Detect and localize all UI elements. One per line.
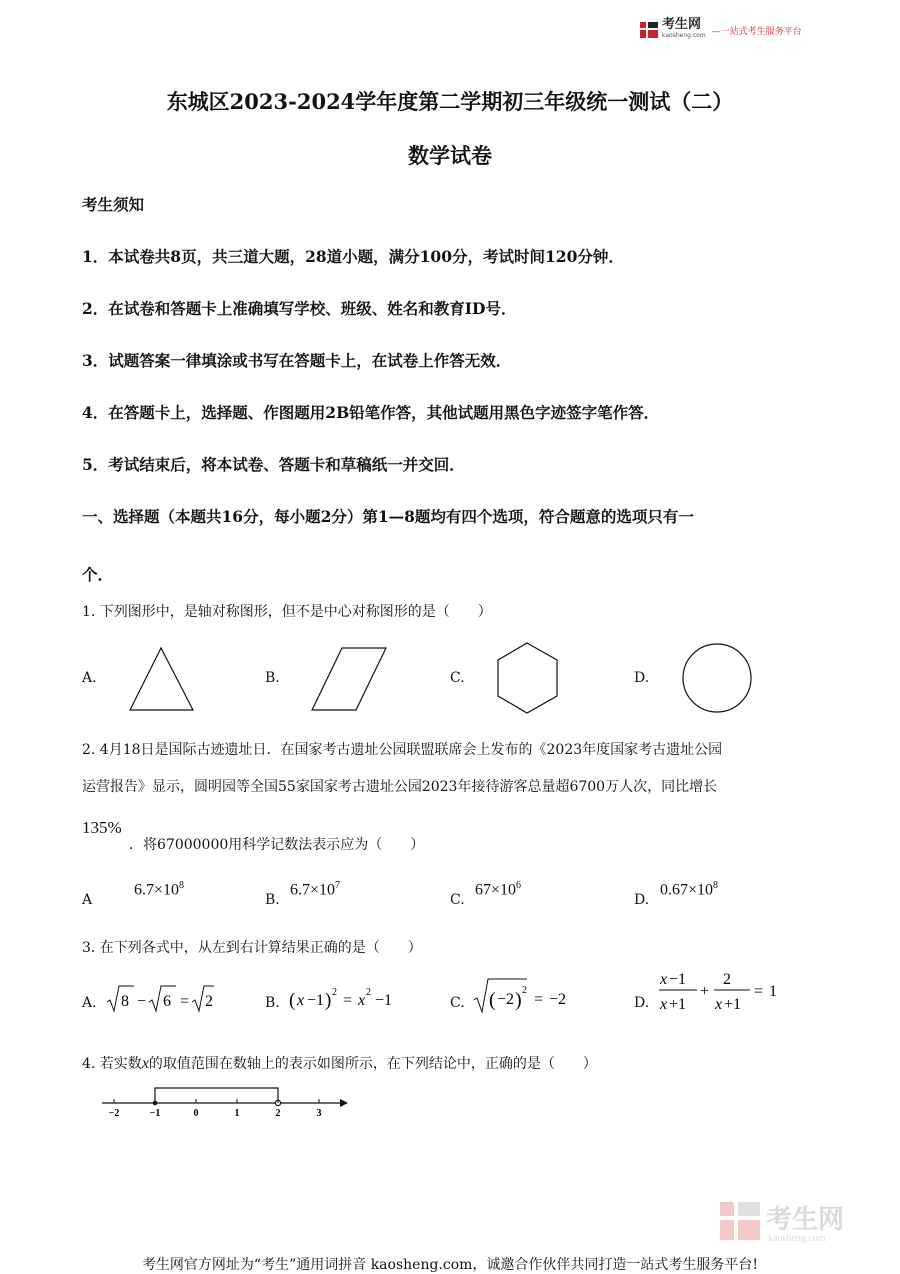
range-bracket	[155, 1088, 278, 1103]
svg-text:6: 6	[163, 993, 171, 1010]
svg-text:=: =	[180, 993, 190, 1010]
logo-domain: kaosheng.com	[662, 32, 706, 39]
q2-option-b-label: B.	[265, 892, 280, 908]
svg-text:(: (	[289, 990, 296, 1011]
q1-option-a-label: A.	[82, 670, 97, 686]
q2-option-c-label: C.	[450, 892, 465, 908]
header-logo	[639, 18, 809, 42]
number-line-tick-label: 2	[275, 1108, 281, 1119]
q3-option-a-expr	[104, 982, 214, 1016]
svg-text:2: 2	[205, 993, 213, 1010]
question-4-stem: 4. 若实数x的取值范围在数轴上的表示如图所示，在下列结论中，正确的是（ ）	[82, 1055, 597, 1072]
notice-item: 5．考试结束后，将本试卷、答题卡和草稿纸一并交回．	[82, 455, 465, 474]
svg-text:−1: −1	[375, 992, 393, 1009]
q2-option-b-value: $6.7\times 10^7$	[290, 880, 341, 899]
hexagon-figure	[495, 641, 561, 717]
question-2-line2: 运营报告》显示，圆明园等全国55家国家考古遗址公园2023年接待游客总量超6700万人次，同比增长	[82, 779, 718, 795]
q2-option-d-label: D.	[634, 892, 650, 908]
q3-option-d-expr	[656, 966, 786, 1016]
parallelogram-figure	[310, 646, 390, 714]
svg-text:1: 1	[769, 983, 777, 1000]
q2-option-d-value: $0.67\times 10^8$	[660, 880, 719, 899]
number-line-figure	[98, 1082, 358, 1122]
question-2-line1: 2. 4月18日是国际古迹遗址日．在国家考古遗址公园联盟联席会上发布的《2023年度国家考古遗址公园	[82, 742, 723, 758]
number-line-tick-label: 0	[193, 1108, 199, 1119]
section-heading-cont: 个．	[82, 565, 114, 584]
notice-item: 3．试题答案一律填涂或书写在答题卡上，在试卷上作答无效．	[82, 351, 512, 370]
header-slogan: —一站式考生服务平台	[711, 26, 802, 37]
svg-text:2: 2	[522, 985, 527, 996]
svg-text:=: =	[534, 991, 544, 1008]
question-1-stem: 1. 下列图形中，是轴对称图形，但不是中心对称图形的是（ ）	[82, 604, 492, 620]
svg-text:=: =	[343, 992, 353, 1009]
svg-text:x: x	[358, 992, 366, 1009]
svg-text:−1: −1	[669, 971, 687, 988]
q2-option-a-label: A	[82, 892, 93, 908]
number-line-tick-label: −1	[149, 1108, 161, 1119]
q1-option-c-label: C.	[450, 670, 465, 686]
q3-option-b-expr	[287, 982, 407, 1016]
question-3-stem: 3. 在下列各式中，从左到右计算结果正确的是（ ）	[82, 940, 422, 956]
exam-title: 东城区2023-2024学年度第二学期初三年级统一测试（二）	[166, 89, 734, 114]
svg-text:2: 2	[366, 987, 371, 998]
percent-value: 135%	[82, 818, 122, 837]
q2-option-c-value: $67\times 10^6$	[475, 880, 522, 899]
svg-text:+: +	[700, 983, 710, 1000]
number-line-tick-label: 3	[316, 1108, 322, 1119]
svg-text:2: 2	[332, 987, 337, 998]
q3-option-a-label: A.	[82, 995, 97, 1011]
number-line-tick-label: −2	[108, 1108, 120, 1119]
svg-text:): )	[325, 990, 332, 1011]
number-line-tick-label: 1	[234, 1108, 240, 1119]
q1-option-b-label: B.	[265, 670, 280, 686]
watermark-logo	[718, 1198, 878, 1244]
svg-text:−1: −1	[307, 992, 325, 1009]
notice-item: 4．在答题卡上，选择题、作图题用2B铅笔作答，其他试题用黑色字迹签字笔作答．	[82, 403, 660, 422]
exam-subtitle: 数学试卷	[408, 143, 492, 168]
svg-text:8: 8	[121, 993, 129, 1010]
svg-text:x: x	[297, 992, 305, 1009]
q1-option-d-label: D.	[634, 670, 650, 686]
watermark-domain: kaosheng.com	[768, 1233, 826, 1244]
logo-name: 考生网	[662, 17, 702, 32]
svg-text:x: x	[660, 971, 668, 988]
page-footer: 考生网官方网址为“考生”通用词拼音 kaosheng.com，诚邀合作伙伴共同打造一站式考生服务平台!	[141, 1257, 759, 1273]
notice-item: 1．本试卷共8页，共三道大题，28道小题，满分100分，考试时间120分钟．	[82, 247, 624, 266]
svg-text:−: −	[137, 993, 147, 1010]
svg-text:−2: −2	[497, 991, 515, 1008]
q2-option-a-value: $6.7\times 10^8$	[134, 880, 185, 899]
q3-option-c-expr	[471, 976, 581, 1016]
svg-text:+1: +1	[669, 996, 687, 1013]
q3-option-c-label: C.	[450, 995, 465, 1011]
q3-option-b-label: B.	[265, 995, 280, 1011]
svg-text:2: 2	[723, 971, 731, 988]
svg-text:−2: −2	[549, 991, 567, 1008]
triangle-figure	[128, 646, 196, 714]
svg-text:=: =	[754, 983, 764, 1000]
notice-item: 2．在试卷和答题卡上准确填写学校、班级、姓名和教育ID号．	[82, 299, 517, 318]
watermark-text: 考生网	[766, 1205, 845, 1234]
section-heading: 一、选择题（本题共16分，每小题2分）第1—8题均有四个选项，符合题意的选项只有一	[82, 507, 694, 526]
kaosheng-logo-icon	[639, 20, 659, 40]
svg-text:x: x	[660, 996, 668, 1013]
svg-text:(: (	[489, 989, 496, 1011]
circle-figure	[680, 641, 754, 715]
notice-heading: 考生须知	[82, 195, 145, 214]
svg-text:x: x	[715, 996, 723, 1013]
svg-text:+1: +1	[724, 996, 742, 1013]
q3-option-d-label: D.	[634, 995, 650, 1011]
question-2-line3: ．将67000000用科学记数法表示应为（ ）	[129, 837, 425, 853]
svg-text:): )	[515, 989, 522, 1011]
